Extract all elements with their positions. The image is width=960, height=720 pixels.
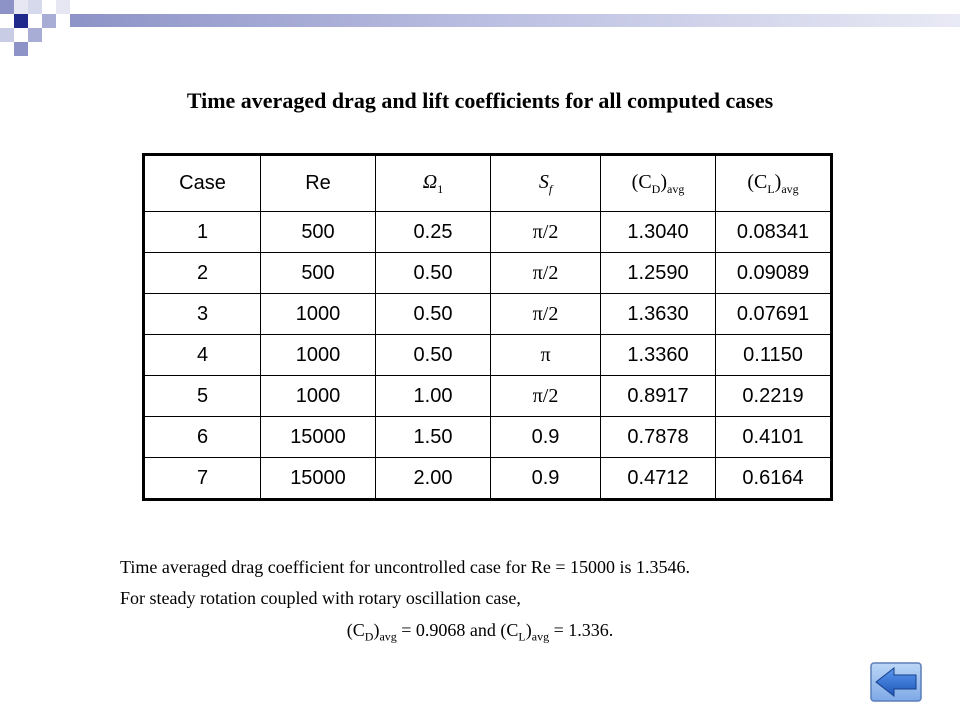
cell-sf: π xyxy=(491,335,601,376)
table-row xyxy=(144,294,832,335)
note-cl-subscript: L xyxy=(518,629,526,644)
note-cl-avg: avg xyxy=(531,629,550,644)
deco-square xyxy=(0,0,14,14)
omega-subscript: 1 xyxy=(437,181,444,196)
cell-cl: 0.6164 xyxy=(716,458,832,500)
cd-avg: avg xyxy=(667,181,685,196)
note-cd-paren: ) xyxy=(373,620,380,640)
cl-subscript: L xyxy=(767,181,775,196)
cell-re: 15000 xyxy=(261,458,376,500)
cell-sf: π/2 xyxy=(491,212,601,253)
deco-square xyxy=(56,0,70,14)
cell-case: 3 xyxy=(144,294,261,335)
cell-cl: 0.07691 xyxy=(716,294,832,335)
cell-case: 4 xyxy=(144,335,261,376)
cell-cd: 1.3040 xyxy=(601,212,716,253)
cell-cl: 0.09089 xyxy=(716,253,832,294)
cell-re: 500 xyxy=(261,253,376,294)
cl-paren: ) xyxy=(774,170,782,193)
cell-cd: 0.4712 xyxy=(601,458,716,500)
cell-omega: 0.50 xyxy=(376,335,491,376)
cell-sf: π/2 xyxy=(491,253,601,294)
note-steady-rotation: For steady rotation coupled with rotary oscillation case, xyxy=(120,588,521,608)
table-row xyxy=(144,458,832,500)
sf-subscript: f xyxy=(548,181,553,196)
cell-case: 1 xyxy=(144,212,261,253)
col-header-re: Re xyxy=(261,155,376,212)
cell-cl: 0.08341 xyxy=(716,212,832,253)
cell-cd: 1.3630 xyxy=(601,294,716,335)
table-row xyxy=(144,253,832,294)
cell-sf: π/2 xyxy=(491,294,601,335)
cell-sf: π/2 xyxy=(491,376,601,417)
header-bar xyxy=(70,14,960,27)
omega-symbol: Ω xyxy=(422,170,438,193)
cell-cd: 1.2590 xyxy=(601,253,716,294)
cell-re: 1000 xyxy=(261,376,376,417)
sf-symbol: S xyxy=(538,170,549,193)
cell-re: 15000 xyxy=(261,417,376,458)
col-header-case: Case xyxy=(144,155,261,212)
deco-square xyxy=(14,42,28,56)
cell-omega: 2.00 xyxy=(376,458,491,500)
cell-omega: 0.50 xyxy=(376,253,491,294)
table-row xyxy=(144,335,832,376)
back-arrow-icon xyxy=(870,662,922,702)
cell-cd: 1.3360 xyxy=(601,335,716,376)
cell-cl: 0.2219 xyxy=(716,376,832,417)
table-row xyxy=(144,212,832,253)
cell-case: 5 xyxy=(144,376,261,417)
deco-square xyxy=(28,28,42,42)
cell-sf: 0.9 xyxy=(491,417,601,458)
note-coefficients xyxy=(0,620,960,645)
table-header-row xyxy=(144,155,832,212)
cell-re: 500 xyxy=(261,212,376,253)
cell-omega: 0.25 xyxy=(376,212,491,253)
col-header-cl xyxy=(716,155,832,212)
note-cd-value: = 0.9068 and (C xyxy=(396,620,519,640)
deco-square xyxy=(28,0,42,14)
cl-symbol: (C xyxy=(747,170,768,193)
cd-symbol: (C xyxy=(631,170,652,193)
cd-paren: ) xyxy=(660,170,667,193)
cl-avg: avg xyxy=(781,181,799,196)
note-cd-subscript: D xyxy=(364,629,374,644)
page-title: Time averaged drag and lift coefficients for all computed cases xyxy=(186,88,774,113)
cell-case: 2 xyxy=(144,253,261,294)
back-button[interactable] xyxy=(870,662,922,702)
cd-subscript: D xyxy=(651,181,661,196)
col-header-cd xyxy=(601,155,716,212)
note-cl-value: = 1.336. xyxy=(549,620,614,640)
cell-sf: 0.9 xyxy=(491,458,601,500)
note-cd-avg: avg xyxy=(379,629,397,644)
cell-re: 1000 xyxy=(261,294,376,335)
deco-square xyxy=(14,0,28,14)
col-header-omega xyxy=(376,155,491,212)
cell-omega: 1.50 xyxy=(376,417,491,458)
note-cd-symbol: (C xyxy=(346,620,365,640)
cell-case: 6 xyxy=(144,417,261,458)
deco-square xyxy=(0,28,14,42)
cell-cl: 0.1150 xyxy=(716,335,832,376)
deco-square xyxy=(14,14,28,28)
cell-omega: 0.50 xyxy=(376,294,491,335)
cell-re: 1000 xyxy=(261,335,376,376)
note-cl-paren: ) xyxy=(525,620,532,640)
cell-cl: 0.4101 xyxy=(716,417,832,458)
col-header-sf xyxy=(491,155,601,212)
deco-square xyxy=(42,14,56,28)
table-row xyxy=(144,417,832,458)
cell-case: 7 xyxy=(144,458,261,500)
coefficients-table xyxy=(142,153,833,501)
cell-omega: 1.00 xyxy=(376,376,491,417)
cell-cd: 0.8917 xyxy=(601,376,716,417)
note-uncontrolled: Time averaged drag coefficient for uncontrolled case for Re = 15000 is 1.3546. xyxy=(120,557,690,577)
cell-cd: 0.7878 xyxy=(601,417,716,458)
table-row xyxy=(144,376,832,417)
